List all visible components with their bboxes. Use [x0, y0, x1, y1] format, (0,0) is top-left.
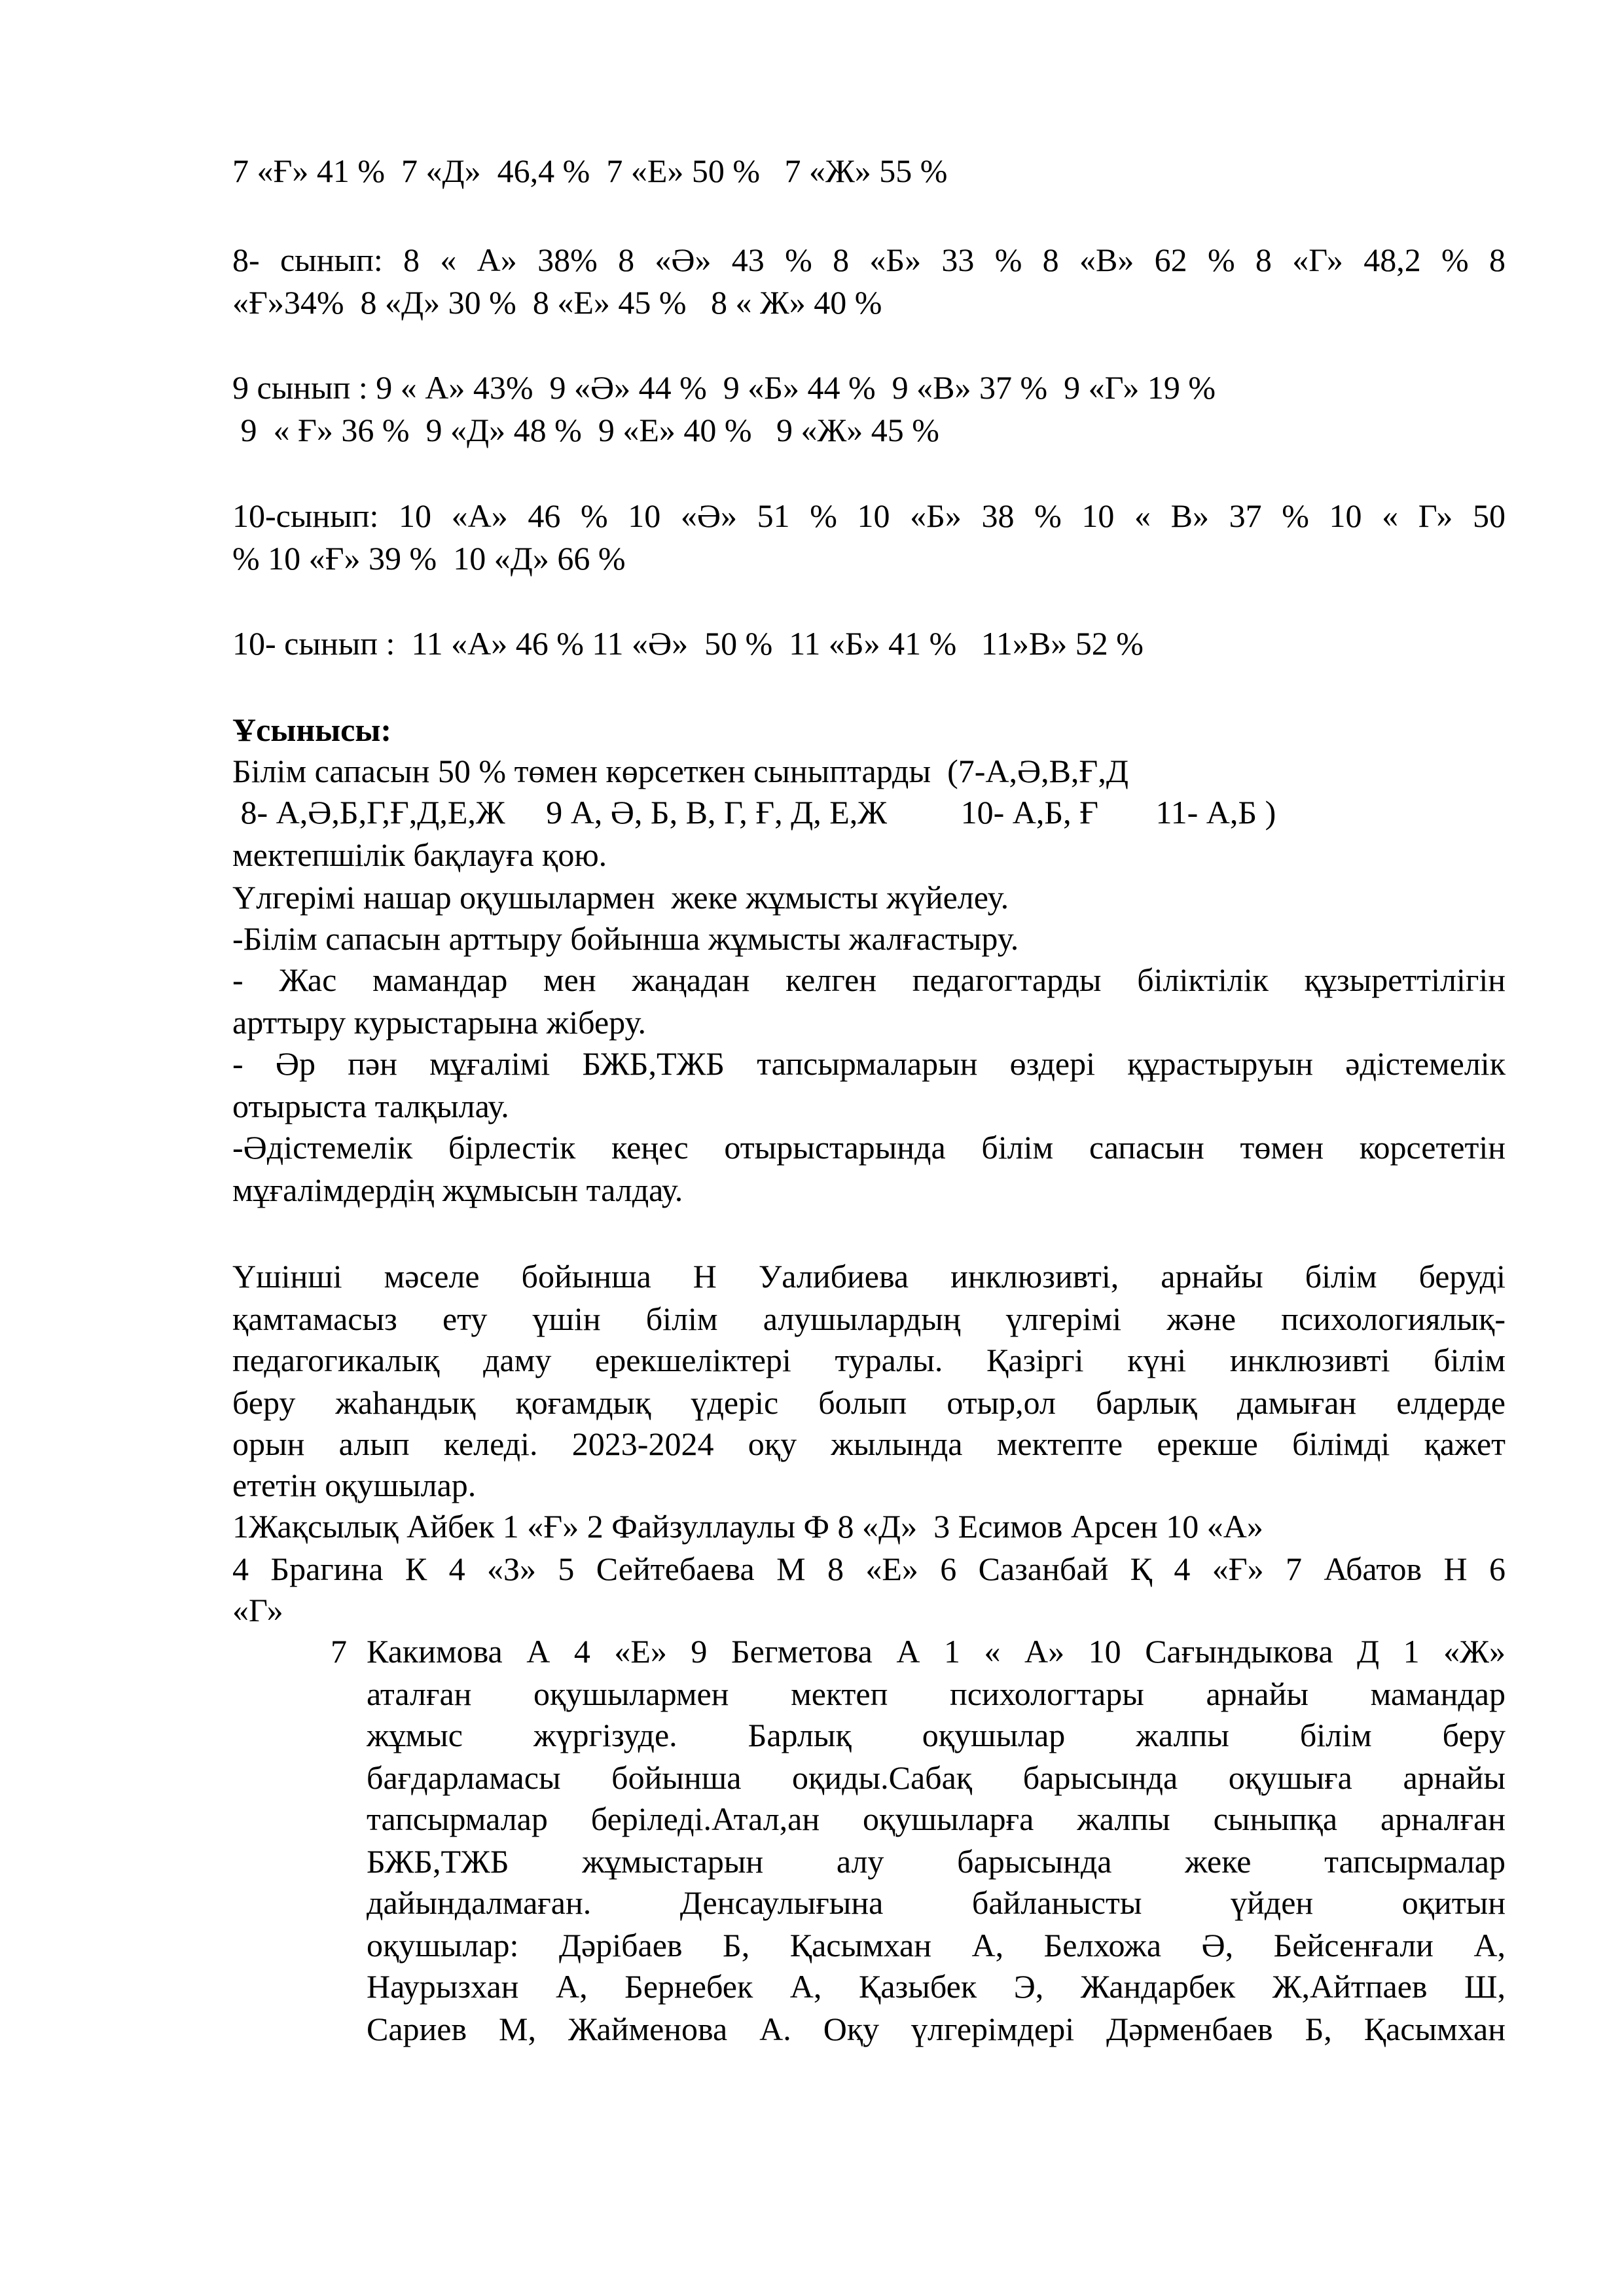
list-line: дайындалмаған. Денсаулығына байланысты үйден оқитын [367, 1884, 1506, 1921]
list-line: жұмыс жүргізуде. Барлық оқушылар жалпы білім беру [367, 1717, 1506, 1753]
students-line: 1Жақсылық Айбек 1 «Ғ» 2 Файзуллаулы Ф 8 «Д» 3 Есимов Арсен 10 «А» [232, 1508, 1263, 1545]
recommendations-heading: Ұсынысы: [232, 711, 392, 748]
students-line: «Г» [232, 1592, 283, 1628]
paragraph-line: қамтамасыз ету үшін білім алушылардың үлгерімі және психологиялық- [232, 1300, 1506, 1337]
grade7-results: 7 «Ғ» 41 % 7 «Д» 46,4 % 7 «Е» 50 % 7 «Ж» 55 % [232, 152, 948, 189]
students-line: 4 Брагина К 4 «З» 5 Сейтебаева М 8 «Е» 6 Сазанбай Қ 4 «Ғ» 7 Абатов Н 6 [232, 1551, 1506, 1587]
recommendation-line: - Жас мамандар мен жаңадан келген педагогтарды біліктілік құзыреттілігін [232, 961, 1506, 998]
grade8-results-line1: 8- сынып: 8 « А» 38% 8 «Ә» 43 % 8 «Б» 33 % 8 «В» 62 % 8 «Г» 48,2 % 8 [232, 242, 1506, 278]
recommendation-line: арттыру курыстарына жіберу. [232, 1004, 646, 1041]
list-line: тапсырмалар беріледі.Атал,ан оқушыларға жалпы сыныпқа арналған [367, 1801, 1506, 1837]
paragraph-line: ететін оқушылар. [232, 1467, 477, 1503]
paragraph-line: беру жаһандық қоғамдық үдеріс болып отыр,ол барлық дамыған елдерде [232, 1384, 1506, 1421]
list-line: БЖБ,ТЖБ жұмыстарын алу барысында жеке тапсырмалар [367, 1843, 1506, 1880]
paragraph-line: орын алып келеді. 2023-2024 оқу жылында мектепте ерекше білімді қажет [232, 1426, 1506, 1462]
recommendation-line: -Әдістемелік бірлестік кеңес отырыстарында білім сапасын төмен корсететін [232, 1129, 1506, 1166]
list-number: 7 [331, 1633, 347, 1670]
recommendation-line: -Білім сапасын арттыру бойынша жұмысты жалғастыру. [232, 920, 1019, 957]
list-line: Сариев М, Жайменова А. Оқу үлгерімдері Дәрменбаев Б, Қасымхан [367, 2011, 1506, 2047]
grade9-results-line1: 9 сынып : 9 « А» 43% 9 «Ә» 44 % 9 «Б» 44 % 9 «В» 37 % 9 «Г» 19 % [232, 369, 1216, 406]
recommendation-line: отырыста талқылау. [232, 1088, 509, 1124]
grade8-results-line2: «Ғ»34% 8 «Д» 30 % 8 «Е» 45 % 8 « Ж» 40 % [232, 284, 882, 321]
grade10-results-line2: % 10 «Ғ» 39 % 10 «Д» 66 % [232, 540, 626, 577]
paragraph-line: педагогикалық даму ерекшеліктері туралы. Қазіргі күні инклюзивті білім [232, 1342, 1506, 1378]
recommendation-line: 8- А,Ә,Б,Г,Ғ,Д,Е,Ж 9 А, Ә, Б, В, Г, Ғ, Д, Е,Ж 10- А,Б, Ғ 11- А,Б ) [232, 794, 1276, 831]
grade11-results: 10- сынып : 11 «А» 46 % 11 «Ә» 50 % 11 «Б» 41 % 11»В» 52 % [232, 625, 1144, 662]
recommendation-line: Үлгерімі нашар оқушылармен жеке жұмысты жүйелеу. [232, 879, 1009, 916]
list-line: аталған оқушылармен мектеп психологтары арнайы мамандар [367, 1676, 1506, 1712]
list-line: бағдарламасы бойынша оқиды.Сабақ барысында оқушыға арнайы [367, 1759, 1506, 1796]
recommendation-line: Білім сапасын 50 % төмен көрсеткен сыныптарды (7-А,Ә,В,Ғ,Д [232, 753, 1128, 789]
list-line: Какимова А 4 «Е» 9 Бегметова А 1 « А» 10 Сағындыкова Д 1 «Ж» [367, 1633, 1506, 1670]
recommendation-line: мұғалімдердің жұмысын талдау. [232, 1172, 683, 1208]
recommendation-line: мектепшілік бақлауға қою. [232, 836, 607, 873]
list-line: Наурызхан А, Бернебек А, Қазыбек Э, Жандарбек Ж,Айтпаев Ш, [367, 1968, 1506, 2005]
grade10-results-line1: 10-сынып: 10 «А» 46 % 10 «Ә» 51 % 10 «Б» 38 % 10 « В» 37 % 10 « Г» 50 [232, 497, 1506, 534]
list-line: оқушылар: Дәрібаев Б, Қасымхан А, Белхожа Ә, Бейсенғали А, [367, 1927, 1506, 1964]
grade9-results-line2: 9 « Ғ» 36 % 9 «Д» 48 % 9 «Е» 40 % 9 «Ж» 45 % [232, 412, 939, 448]
recommendation-line: - Әр пән мұғалімі БЖБ,ТЖБ тапсырмаларын өздері құрастыруын әдістемелік [232, 1045, 1506, 1082]
paragraph-line: Үшінші мәселе бойынша Н Уалибиева инклюзивті, арнайы білім беруді [232, 1258, 1506, 1295]
